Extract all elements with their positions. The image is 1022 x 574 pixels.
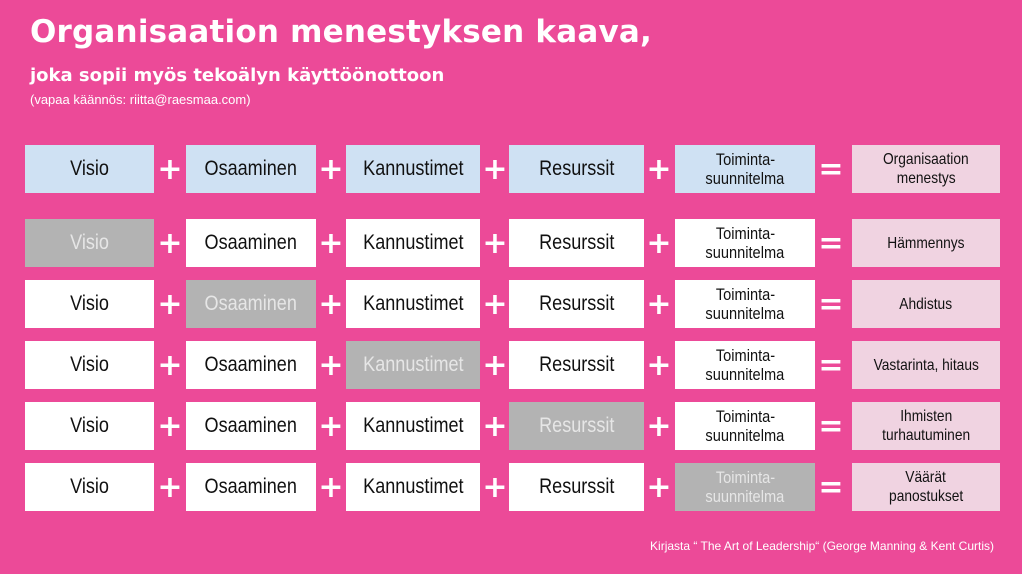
factor-box bbox=[186, 463, 316, 511]
box-text-line: Toiminta- bbox=[715, 346, 775, 365]
box-text-line: suunnitelma bbox=[705, 304, 785, 323]
box-text-line: Visio bbox=[70, 231, 109, 254]
box-text-line: Visio bbox=[70, 353, 109, 376]
box-text-line: Visio bbox=[70, 292, 109, 315]
plus-sign: + bbox=[646, 347, 672, 383]
factor-box bbox=[346, 145, 480, 193]
result-box bbox=[852, 219, 1000, 267]
plus-sign: + bbox=[318, 408, 344, 444]
factor-box bbox=[186, 145, 316, 193]
equals-sign: = bbox=[818, 151, 844, 187]
box-text-line: Kannustimet bbox=[362, 292, 464, 315]
result-box bbox=[852, 402, 1000, 450]
plus-sign: + bbox=[646, 408, 672, 444]
box-text-line: Kannustimet bbox=[362, 414, 464, 437]
plus-sign: + bbox=[157, 286, 183, 322]
factor-box bbox=[346, 219, 480, 267]
factor-box bbox=[675, 341, 815, 389]
box-text-line: Osaaminen bbox=[204, 475, 298, 498]
formula-row bbox=[0, 219, 1022, 267]
box-text-line: Toiminta- bbox=[715, 285, 775, 304]
box-text-line: suunnitelma bbox=[705, 426, 785, 445]
source-citation: Kirjasta “ The Art of Leadership“ (George Manning & Kent Curtis) bbox=[650, 539, 994, 553]
plus-sign: + bbox=[157, 347, 183, 383]
plus-sign: + bbox=[318, 469, 344, 505]
result-box bbox=[852, 280, 1000, 328]
plus-sign: + bbox=[646, 469, 672, 505]
factor-box bbox=[509, 145, 644, 193]
page-title: Organisaation menestyksen kaava, bbox=[30, 14, 652, 50]
box-text-line: suunnitelma bbox=[705, 243, 785, 262]
plus-sign: + bbox=[482, 408, 508, 444]
factor-box bbox=[675, 402, 815, 450]
equals-sign: = bbox=[818, 469, 844, 505]
formula-row bbox=[0, 145, 1022, 193]
box-text-line: turhautuminen bbox=[882, 427, 970, 444]
plus-sign: + bbox=[157, 225, 183, 261]
equals-sign: = bbox=[818, 408, 844, 444]
factor-box bbox=[346, 402, 480, 450]
box-text-line: Resurssit bbox=[538, 231, 615, 254]
box-text-line: Ahdistus bbox=[899, 295, 953, 313]
factor-box bbox=[509, 280, 644, 328]
box-text-line: Ihmisten bbox=[899, 408, 953, 425]
factor-box bbox=[675, 145, 815, 193]
factor-box bbox=[346, 280, 480, 328]
formula-row bbox=[0, 341, 1022, 389]
box-text-line: Toiminta- bbox=[715, 150, 775, 169]
plus-sign: + bbox=[482, 469, 508, 505]
factor-box bbox=[675, 219, 815, 267]
plus-sign: + bbox=[646, 286, 672, 322]
plus-sign: + bbox=[157, 151, 183, 187]
plus-sign: + bbox=[482, 151, 508, 187]
box-text-line: Toiminta- bbox=[715, 224, 775, 243]
box-text-line: Visio bbox=[70, 414, 109, 437]
factor-box bbox=[675, 463, 815, 511]
factor-box bbox=[186, 219, 316, 267]
plus-sign: + bbox=[646, 151, 672, 187]
factor-box bbox=[509, 341, 644, 389]
box-text-line: Hämmennys bbox=[887, 234, 965, 252]
box-text-line: menestys bbox=[896, 170, 956, 187]
page-subtitle: joka sopii myös tekoälyn käyttöönottoon bbox=[30, 65, 445, 86]
factor-box bbox=[25, 463, 154, 511]
plus-sign: + bbox=[157, 469, 183, 505]
plus-sign: + bbox=[318, 225, 344, 261]
box-text-line: Toiminta- bbox=[715, 468, 775, 487]
factor-box bbox=[675, 280, 815, 328]
box-text-line: Väärät bbox=[905, 469, 947, 486]
equals-sign: = bbox=[818, 225, 844, 261]
box-text-line: Osaaminen bbox=[204, 353, 298, 376]
box-text-line: Kannustimet bbox=[362, 157, 464, 180]
plus-sign: + bbox=[482, 225, 508, 261]
plus-sign: + bbox=[482, 286, 508, 322]
box-text-line: Vastarinta, hitaus bbox=[873, 356, 979, 374]
box-text-line: Osaaminen bbox=[204, 157, 298, 180]
translation-credit: (vapaa käännös: riitta@raesmaa.com) bbox=[30, 92, 251, 107]
result-box bbox=[852, 145, 1000, 193]
box-text-line: Kannustimet bbox=[362, 353, 464, 376]
result-box bbox=[852, 463, 1000, 511]
factor-box bbox=[509, 463, 644, 511]
factor-box bbox=[25, 280, 154, 328]
box-text-line: Toiminta- bbox=[715, 407, 775, 426]
plus-sign: + bbox=[157, 408, 183, 444]
plus-sign: + bbox=[318, 286, 344, 322]
factor-box bbox=[186, 341, 316, 389]
box-text-line: Organisaation bbox=[883, 151, 969, 168]
box-text-line: Visio bbox=[70, 475, 109, 498]
box-text-line: suunnitelma bbox=[705, 365, 785, 384]
plus-sign: + bbox=[318, 347, 344, 383]
box-text-line: Kannustimet bbox=[362, 231, 464, 254]
box-text-line: Resurssit bbox=[538, 414, 615, 437]
formula-row bbox=[0, 280, 1022, 328]
box-text-line: Resurssit bbox=[538, 475, 615, 498]
factor-box bbox=[25, 341, 154, 389]
box-text-line: Osaaminen bbox=[204, 292, 298, 315]
factor-box bbox=[186, 280, 316, 328]
box-text-line: panostukset bbox=[888, 488, 964, 505]
factor-box bbox=[186, 402, 316, 450]
factor-box bbox=[346, 341, 480, 389]
plus-sign: + bbox=[646, 225, 672, 261]
factor-box bbox=[346, 463, 480, 511]
box-text-line: Kannustimet bbox=[362, 475, 464, 498]
result-box bbox=[852, 341, 1000, 389]
box-text-line: suunnitelma bbox=[705, 169, 785, 188]
box-text-line: Resurssit bbox=[538, 157, 615, 180]
factor-box bbox=[25, 145, 154, 193]
box-text-line: Visio bbox=[70, 157, 109, 180]
plus-sign: + bbox=[318, 151, 344, 187]
factor-box bbox=[509, 219, 644, 267]
factor-box bbox=[509, 402, 644, 450]
box-text-line: Osaaminen bbox=[204, 414, 298, 437]
box-text-line: suunnitelma bbox=[705, 487, 785, 506]
box-text-line: Resurssit bbox=[538, 353, 615, 376]
formula-row bbox=[0, 463, 1022, 511]
equals-sign: = bbox=[818, 347, 844, 383]
box-text-line: Osaaminen bbox=[204, 231, 298, 254]
box-text-line: Resurssit bbox=[538, 292, 615, 315]
plus-sign: + bbox=[482, 347, 508, 383]
factor-box bbox=[25, 219, 154, 267]
equals-sign: = bbox=[818, 286, 844, 322]
formula-row bbox=[0, 402, 1022, 450]
factor-box bbox=[25, 402, 154, 450]
